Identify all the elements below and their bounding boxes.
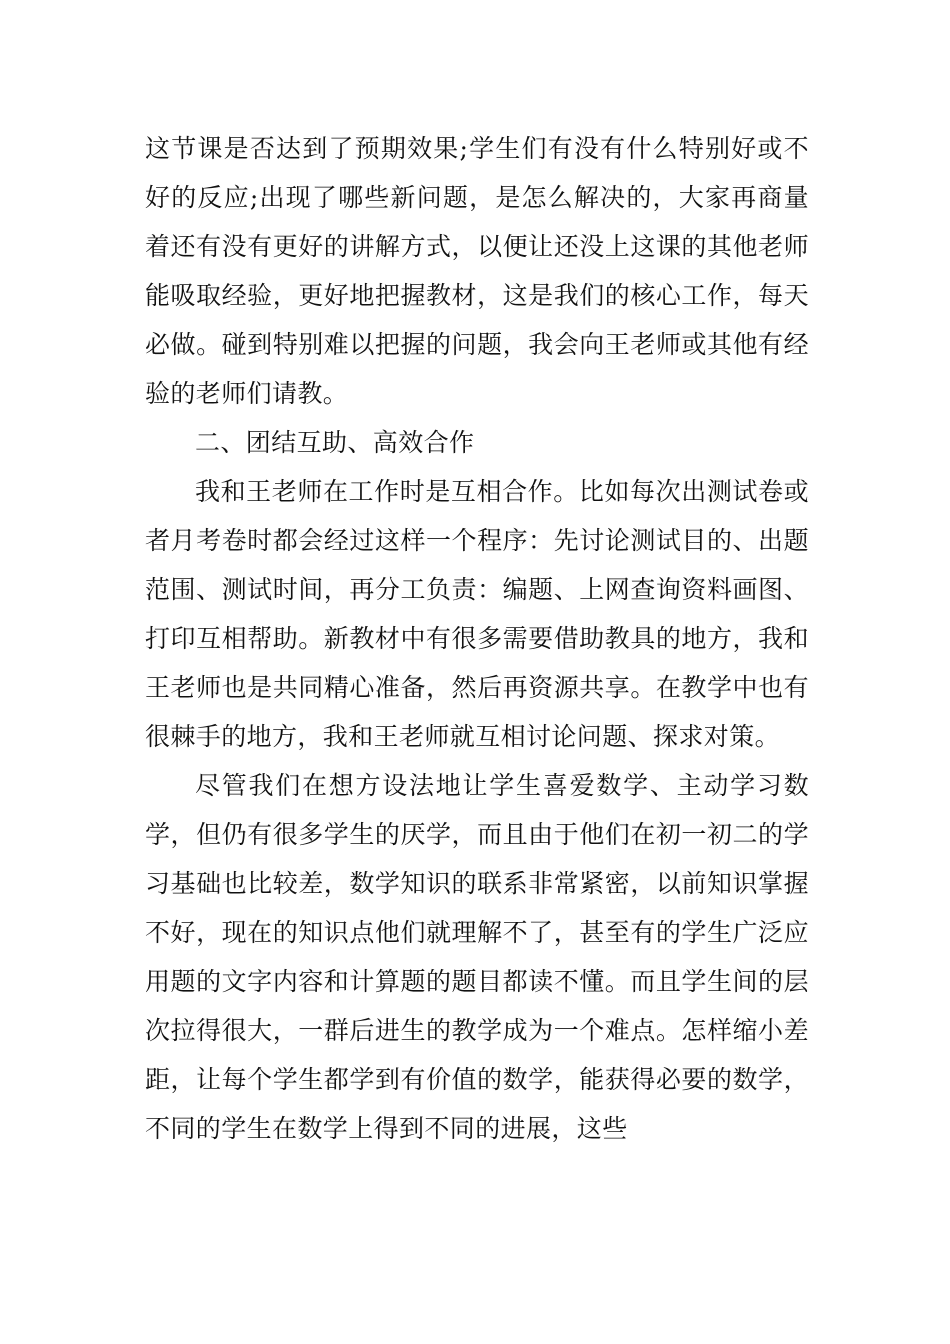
paragraph-lesson-review: 这节课是否达到了预期效果;学生们有没有什么特别好或不好的反应;出现了哪些新问题，是怎么解决的，大家再商量着还有没有更好的讲解方式，以便让还没上这课的其他老师能吸取经验，更好地把握教材，这是我们的核心工作，每天必做。碰到特别难以把握的问题，我会向王老师或其他有经验的老师们请教。 — [145, 134, 809, 408]
document-body — [145, 124, 809, 1153]
paragraph-cooperation: 我和王老师在工作时是互相合作。比如每次出测试卷或者月考卷时都会经过这样一个程序：先讨论测试目的、出题范围、测试时间，再分工负责：编题、上网查询资料画图、打印互相帮助。新教材中有很多需要借助教具的地方，我和王老师也是共同精心准备，然后再资源共享。在教学中也有很棘手的地方，我和王老师就互相讨论问题、探求对策。 — [145, 477, 809, 751]
paragraph-challenges: 尽管我们在想方设法地让学生喜爱数学、主动学习数学，但仍有很多学生的厌学，而且由于他们在初一初二的学习基础也比较差，数学知识的联系非常紧密，以前知识掌握不好，现在的知识点他们就理解不了，甚至有的学生广泛应用题的文字内容和计算题的题目都读不懂。而且学生间的层次拉得很大，一群后进生的教学成为一个难点。怎样缩小差距，让每个学生都学到有价值的数学，能获得必要的数学，不同的学生在数学上得到不同的进展，这些 — [145, 771, 809, 1143]
section-heading-teamwork: 二、团结互助、高效合作 — [195, 428, 475, 457]
